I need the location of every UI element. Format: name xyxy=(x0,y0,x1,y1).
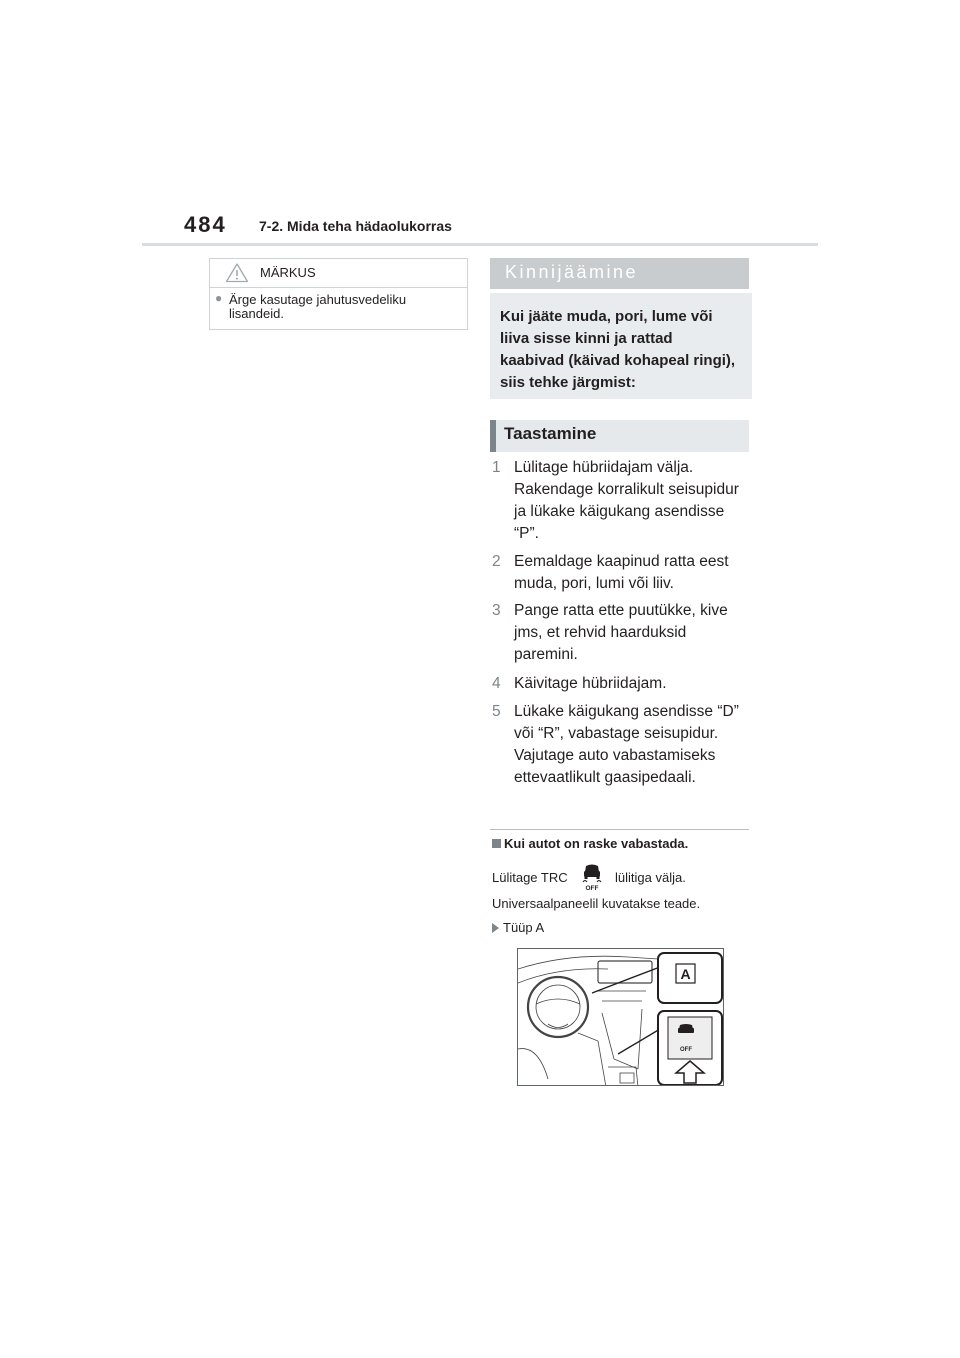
step-number: 2 xyxy=(492,553,501,570)
subheading-divider xyxy=(490,829,749,830)
intro-text: Kui jääte muda, pori, lume või liiva sisse kinni ja rattad kaabivad (käivad kohapeal ringi), siis tehke järgmist: xyxy=(500,308,736,391)
step-text: Lükake käigukang asendisse “D” või “R”, vabastage seisupidur. Vajutage auto vabastamiseks ettevaatlikult gaasipedaali. xyxy=(514,703,739,786)
type-label: Tüüp A xyxy=(503,920,545,935)
step-number: 3 xyxy=(492,602,501,619)
trc-text-before: Lülitage TRC xyxy=(492,870,568,885)
subheading-text: Kui autot on raske vabastada. xyxy=(504,836,689,851)
trc-text-after: lülitiga välja. xyxy=(615,870,686,885)
notice-box xyxy=(209,258,468,330)
dashboard-drawing xyxy=(518,949,724,1086)
warning-icon xyxy=(225,262,249,283)
figure-off-text: OFF xyxy=(680,1047,692,1053)
notice-header xyxy=(210,259,467,288)
notice-title: MÄRKUS xyxy=(260,265,316,280)
notice-text: Ärge kasutage jahutusvedeliku lisandeid. xyxy=(229,292,407,321)
subsection-marker xyxy=(490,420,496,452)
step-text: Lülitage hübriidajam välja. Rakendage korralikult seisupidur ja lükake käigukang asendisse “P”. xyxy=(514,459,739,542)
info-message: Universaalpaneelil kuvatakse teade. xyxy=(492,896,701,911)
step-number: 5 xyxy=(492,703,501,720)
subheading xyxy=(492,836,688,851)
dashboard-illustration xyxy=(517,948,724,1086)
type-label-line xyxy=(492,920,544,935)
subsection-header-recovery xyxy=(490,420,749,452)
step-text: Käivitage hübriidajam. xyxy=(514,675,667,692)
section-title: 7-2. Mida teha hädaolukorras xyxy=(259,218,452,234)
step-text: Eemaldage kaapinud ratta eest muda, pori, lumi või liiv. xyxy=(514,553,729,592)
bullet-icon: ● xyxy=(215,291,223,305)
section-header-stuck xyxy=(490,258,749,289)
page-number: 484 xyxy=(184,212,227,237)
trc-icon-off-text: OFF xyxy=(585,885,599,892)
step-number: 4 xyxy=(492,675,501,692)
trc-off-icon xyxy=(579,862,605,892)
subsection-title: Taastamine xyxy=(504,424,597,443)
square-bullet-icon xyxy=(492,839,501,848)
step-text: Pange ratta ette puutükke, kive jms, et rehvid haarduksid paremini. xyxy=(514,602,728,663)
triangle-arrow-icon xyxy=(492,923,499,933)
header-divider xyxy=(142,243,818,246)
section-header-title: Kinnijäämine xyxy=(505,262,639,282)
intro-box xyxy=(490,293,752,399)
figure-label-a: A xyxy=(680,966,691,982)
step-number: 1 xyxy=(492,459,501,476)
